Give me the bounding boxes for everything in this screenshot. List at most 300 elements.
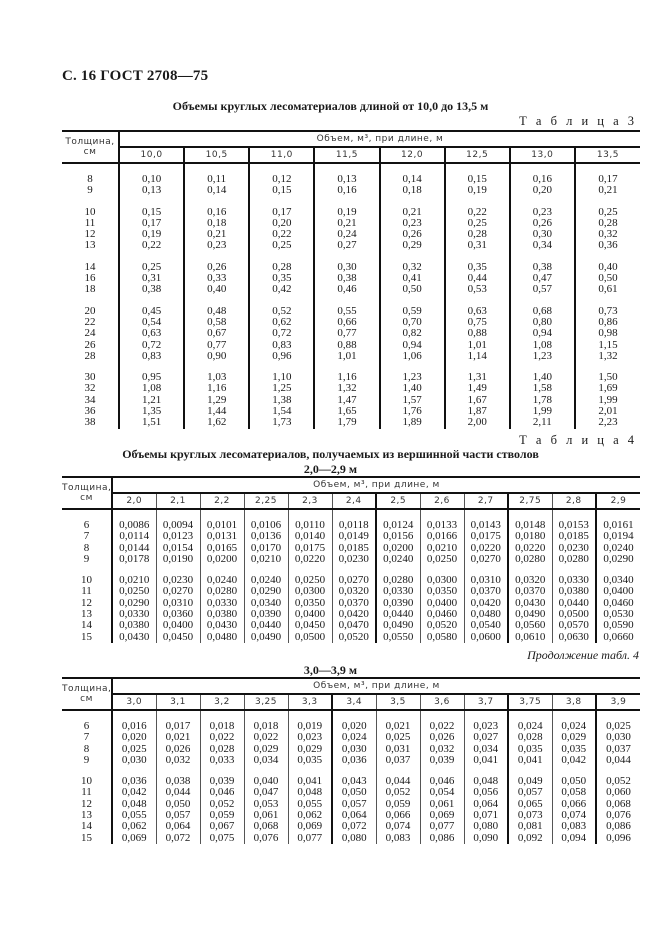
volume-cell: 0,90 <box>184 351 249 362</box>
volume-cell: 0,95 <box>119 372 184 383</box>
thickness-cell: 8 <box>87 173 93 185</box>
volume-cell: 0,15 <box>119 207 184 218</box>
thickness-header-label: Толщина, <box>62 483 112 493</box>
volume-cell: 0,18 <box>380 185 445 196</box>
volume-cell: 1,62 <box>184 417 249 428</box>
volume-cell: 0,31 <box>119 273 184 284</box>
volume-cell: 1,10 <box>249 372 314 383</box>
volume-cell: 1,67 <box>445 395 510 406</box>
volume-cell: 0,0400 <box>596 586 640 597</box>
table3-title: Объемы круглых лесоматериалов длиной от 10,0 до 13,5 м <box>172 99 489 113</box>
length-header: 10,5 <box>184 147 249 163</box>
volume-cell: 0,0430 <box>200 620 244 631</box>
volume-cell: 0,75 <box>445 317 510 328</box>
thickness-cell: 24 <box>84 327 96 340</box>
volume-cell: 0,13 <box>314 174 379 185</box>
volume-cell: 0,40 <box>184 284 249 295</box>
length-header: 2,9 <box>596 493 640 509</box>
volume-cell: 0,052 <box>376 787 420 798</box>
length-header: 2,7 <box>464 493 508 509</box>
volume-cell: 0,052 <box>596 776 640 787</box>
length-header: 2,0 <box>112 493 156 509</box>
volume-cell: 0,21 <box>184 229 249 240</box>
volume-cell: 0,0600 <box>464 632 508 643</box>
length-header: 12,0 <box>380 147 445 163</box>
volume-cell: 0,061 <box>420 799 464 810</box>
volume-cell: 2,23 <box>575 417 640 428</box>
volume-cell: 0,049 <box>508 776 552 787</box>
volume-cell: 0,0310 <box>156 598 200 609</box>
volume-cell: 0,048 <box>112 799 156 810</box>
volume-cell: 1,03 <box>184 372 249 383</box>
volume-cell: 0,030 <box>332 744 376 755</box>
volume-cell: 0,26 <box>510 218 575 229</box>
volume-cell: 0,0110 <box>288 520 332 531</box>
volume-cell: 0,15 <box>445 174 510 185</box>
length-header: 3,9 <box>596 694 640 710</box>
volume-cell: 0,16 <box>314 185 379 196</box>
volume-cell: 0,0166 <box>420 531 464 542</box>
volume-cell: 0,065 <box>508 799 552 810</box>
volume-cell: 0,38 <box>119 284 184 295</box>
volume-cell: 0,0240 <box>244 575 288 586</box>
volume-cell: 0,0210 <box>420 543 464 554</box>
volume-cell: 0,0290 <box>112 598 156 609</box>
volume-cell: 0,14 <box>184 185 249 196</box>
volume-cell: 0,0280 <box>376 575 420 586</box>
volume-cell: 0,0560 <box>508 620 552 631</box>
volume-cell: 1,47 <box>314 395 379 406</box>
thickness-cell: 12 <box>84 228 96 241</box>
volume-cell: 1,35 <box>119 406 184 417</box>
volume-cell: 0,0540 <box>464 620 508 631</box>
volume-cell: 2,01 <box>575 406 640 417</box>
volume-cell: 0,77 <box>314 328 379 339</box>
volume-cell: 0,050 <box>332 787 376 798</box>
table-row <box>62 632 640 643</box>
volume-cell: 0,45 <box>119 306 184 317</box>
volume-cell: 0,0156 <box>376 531 420 542</box>
length-header: 3,1 <box>156 694 200 710</box>
volume-cell: 0,0490 <box>244 632 288 643</box>
volume-cell: 0,25 <box>249 240 314 251</box>
volume-cell: 0,22 <box>119 240 184 251</box>
volume-cell: 0,0300 <box>420 575 464 586</box>
volume-cell: 0,17 <box>249 207 314 218</box>
volume-cell: 0,54 <box>119 317 184 328</box>
volume-cell: 0,0370 <box>508 586 552 597</box>
volume-cell: 0,064 <box>464 799 508 810</box>
volume-cell: 0,050 <box>552 776 596 787</box>
volume-cell: 0,0420 <box>464 598 508 609</box>
thickness-header <box>62 477 112 509</box>
volume-cell: 1,40 <box>510 372 575 383</box>
volume-cell: 0,0490 <box>508 609 552 620</box>
volume-cell: 0,21 <box>380 207 445 218</box>
volume-cell: 0,28 <box>249 262 314 273</box>
length-header: 2,75 <box>508 493 552 509</box>
volume-cell: 0,35 <box>249 273 314 284</box>
volume-cell: 0,0086 <box>112 520 156 531</box>
volume-cell: 1,32 <box>314 383 379 394</box>
volume-cell: 0,20 <box>249 218 314 229</box>
volume-cell: 0,024 <box>332 732 376 743</box>
volume-cell: 0,38 <box>510 262 575 273</box>
volume-cell: 0,083 <box>552 821 596 832</box>
volume-cell: 0,036 <box>112 776 156 787</box>
volume-cell: 0,0094 <box>156 520 200 531</box>
volume-cell: 1,23 <box>380 372 445 383</box>
volume-cell: 1,40 <box>380 383 445 394</box>
volume-cell: 0,0450 <box>156 632 200 643</box>
length-header: 2,6 <box>420 493 464 509</box>
volume-cell: 1,49 <box>445 383 510 394</box>
table-row <box>62 755 640 766</box>
volume-cell: 0,029 <box>288 744 332 755</box>
volume-cell: 0,0240 <box>200 575 244 586</box>
volume-cell: 0,036 <box>332 755 376 766</box>
volume-cell: 0,0106 <box>244 520 288 531</box>
table4 <box>62 476 640 643</box>
volume-cell: 0,0175 <box>464 531 508 542</box>
volume-cell: 0,066 <box>376 810 420 821</box>
volume-cell: 0,21 <box>314 218 379 229</box>
volume-cell: 0,20 <box>510 185 575 196</box>
volume-cell: 0,086 <box>596 821 640 832</box>
volume-cell: 0,023 <box>288 732 332 743</box>
volume-cell: 0,25 <box>119 262 184 273</box>
volume-cell: 0,0350 <box>288 598 332 609</box>
volume-cell: 0,028 <box>200 744 244 755</box>
volume-cell: 0,29 <box>380 240 445 251</box>
volume-cell: 0,046 <box>200 787 244 798</box>
length-header: 13,5 <box>575 147 640 163</box>
volume-cell: 0,62 <box>249 317 314 328</box>
length-header: 3,25 <box>244 694 288 710</box>
volume-cell: 0,32 <box>575 229 640 240</box>
volume-cell: 0,98 <box>575 328 640 339</box>
volume-cell: 0,44 <box>445 273 510 284</box>
thickness-cell: 9 <box>83 753 90 766</box>
volume-cell: 1,51 <box>119 417 184 428</box>
volume-cell: 0,039 <box>200 776 244 787</box>
length-header: 2,25 <box>244 493 288 509</box>
volume-cell: 0,026 <box>156 744 200 755</box>
volume-cell: 0,0200 <box>376 543 420 554</box>
volume-cell: 0,80 <box>510 317 575 328</box>
length-header: 3,8 <box>552 694 596 710</box>
thickness-cell: 20 <box>84 304 96 317</box>
volume-cell: 0,41 <box>380 273 445 284</box>
volume-cell: 1,08 <box>510 340 575 351</box>
volume-cell: 0,59 <box>380 306 445 317</box>
volume-cell: 0,0280 <box>552 554 596 565</box>
table4-body <box>62 509 640 643</box>
volume-cell: 0,056 <box>464 787 508 798</box>
volume-cell: 1,21 <box>119 395 184 406</box>
volume-cell: 0,048 <box>464 776 508 787</box>
thickness-cell: 8 <box>83 541 90 554</box>
volume-cell: 0,0390 <box>244 609 288 620</box>
length-header: 2,5 <box>376 493 420 509</box>
volume-cell: 1,16 <box>314 372 379 383</box>
table-row <box>62 328 640 339</box>
volume-cell: 2,11 <box>510 417 575 428</box>
volume-cell: 0,074 <box>376 821 420 832</box>
volume-cell: 1,01 <box>314 351 379 362</box>
volume-cell: 0,31 <box>445 240 510 251</box>
volume-cell: 0,0165 <box>200 543 244 554</box>
volume-cell: 0,55 <box>314 306 379 317</box>
volume-cell: 0,25 <box>575 207 640 218</box>
volume-cell: 0,028 <box>508 732 552 743</box>
volume-cell: 0,0430 <box>508 598 552 609</box>
table-row <box>62 417 640 428</box>
volume-cell: 1,65 <box>314 406 379 417</box>
length-header: 10,0 <box>119 147 184 163</box>
volume-cell: 0,018 <box>200 721 244 732</box>
volume-cell: 0,024 <box>552 721 596 732</box>
volume-cell: 0,36 <box>575 240 640 251</box>
volume-cell: 0,021 <box>376 721 420 732</box>
volume-cell: 0,53 <box>445 284 510 295</box>
volume-cell: 0,26 <box>380 229 445 240</box>
volume-cell: 0,071 <box>464 810 508 821</box>
volume-cell: 0,044 <box>596 755 640 766</box>
thickness-cell: 7 <box>83 530 90 543</box>
thickness-header-label: Толщина, <box>65 137 115 147</box>
volume-cell: 0,059 <box>376 799 420 810</box>
volume-cell: 0,40 <box>575 262 640 273</box>
volume-cell: 0,58 <box>184 317 249 328</box>
thickness-cell: 10 <box>81 574 92 587</box>
thickness-cell: 14 <box>81 619 92 632</box>
volume-cell: 0,96 <box>249 351 314 362</box>
volume-cell: 0,075 <box>200 833 244 844</box>
volume-cell: 0,035 <box>288 755 332 766</box>
volume-cell: 1,87 <box>445 406 510 417</box>
volume-cell: 0,058 <box>552 787 596 798</box>
volume-cell: 0,0380 <box>112 620 156 631</box>
volume-cell: 0,17 <box>119 218 184 229</box>
volume-cell: 0,0124 <box>376 520 420 531</box>
thickness-cell: 11 <box>81 786 92 799</box>
volume-cell: 0,57 <box>510 284 575 295</box>
volume-cell: 0,0136 <box>244 531 288 542</box>
table-row <box>62 240 640 251</box>
volume-cell: 1,25 <box>249 383 314 394</box>
length-header-row <box>62 493 640 509</box>
volume-cell: 0,0520 <box>332 632 376 643</box>
volume-cell: 0,0280 <box>200 586 244 597</box>
length-header: 3,6 <box>420 694 464 710</box>
volume-cell: 0,0140 <box>288 531 332 542</box>
thickness-cell: 13 <box>81 809 92 822</box>
thickness-header-label: Толщина, <box>62 684 112 694</box>
volume-cell: 0,22 <box>445 207 510 218</box>
volume-cell: 0,0220 <box>508 543 552 554</box>
volume-cell: 0,029 <box>244 744 288 755</box>
volume-cell: 0,080 <box>332 833 376 844</box>
volume-cell: 0,0330 <box>376 586 420 597</box>
thickness-cell: 26 <box>84 338 96 351</box>
volume-cell: 0,030 <box>112 755 156 766</box>
table3 <box>62 130 640 429</box>
volume-cell: 0,48 <box>184 306 249 317</box>
volume-cell: 0,021 <box>156 732 200 743</box>
volume-cell: 0,0400 <box>288 609 332 620</box>
thickness-cell: 14 <box>84 260 96 273</box>
volume-cell: 0,63 <box>119 328 184 339</box>
volume-cell: 1,15 <box>575 340 640 351</box>
volume-cell: 0,054 <box>420 787 464 798</box>
volume-cell: 0,031 <box>376 744 420 755</box>
volume-cell: 0,039 <box>420 755 464 766</box>
volume-cell: 0,052 <box>200 799 244 810</box>
volume-cell: 0,050 <box>156 799 200 810</box>
volume-cell: 0,23 <box>184 240 249 251</box>
volume-cell: 1,50 <box>575 372 640 383</box>
volume-cell: 0,61 <box>575 284 640 295</box>
volume-cell: 0,10 <box>119 174 184 185</box>
volume-cell: 0,032 <box>156 755 200 766</box>
thickness-cell: 22 <box>84 315 96 328</box>
volume-cell: 0,0280 <box>508 554 552 565</box>
volume-cell: 0,26 <box>184 262 249 273</box>
volume-cell: 0,0400 <box>420 598 464 609</box>
volume-cell: 0,032 <box>420 744 464 755</box>
volume-cell: 0,0240 <box>376 554 420 565</box>
volume-cell: 0,057 <box>508 787 552 798</box>
volume-cell: 0,0580 <box>420 632 464 643</box>
volume-cell: 0,66 <box>314 317 379 328</box>
volume-cell: 0,0330 <box>112 609 156 620</box>
table4-label: Т а б л и ц а 4 <box>519 433 637 447</box>
volume-cell: 0,022 <box>420 721 464 732</box>
volume-cell: 0,029 <box>552 732 596 743</box>
thickness-cell: 9 <box>87 184 93 197</box>
volume-cell: 0,28 <box>575 218 640 229</box>
table4-cont-body <box>62 710 640 844</box>
volume-cell: 0,090 <box>464 833 508 844</box>
volume-cell: 0,0430 <box>112 632 156 643</box>
length-header: 2,2 <box>200 493 244 509</box>
volume-cell: 0,0310 <box>464 575 508 586</box>
volume-cell: 0,0185 <box>332 543 376 554</box>
volume-cell: 0,0240 <box>596 543 640 554</box>
volume-cell: 1,08 <box>119 383 184 394</box>
volume-cell: 0,035 <box>508 744 552 755</box>
volume-cell: 0,0500 <box>552 609 596 620</box>
table-row <box>62 284 640 295</box>
volume-cell: 0,0230 <box>332 554 376 565</box>
volume-cell: 0,040 <box>244 776 288 787</box>
volume-cell: 0,0460 <box>420 609 464 620</box>
thickness-header-unit: см <box>80 694 93 704</box>
thickness-header <box>62 131 119 163</box>
volume-cell: 0,0400 <box>156 620 200 631</box>
thickness-cell: 8 <box>83 742 90 755</box>
volume-cell: 0,30 <box>510 229 575 240</box>
volume-cell: 0,0154 <box>156 543 200 554</box>
volume-cell: 0,68 <box>510 306 575 317</box>
volume-cell: 0,041 <box>464 755 508 766</box>
volume-cell: 0,63 <box>445 306 510 317</box>
volume-cell: 0,72 <box>119 340 184 351</box>
volume-cell: 0,0520 <box>420 620 464 631</box>
volume-cell: 1,73 <box>249 417 314 428</box>
volume-cell: 0,016 <box>112 721 156 732</box>
volume-cell: 0,043 <box>332 776 376 787</box>
table-row <box>62 531 640 542</box>
volume-cell: 0,0480 <box>200 632 244 643</box>
thickness-cell: 32 <box>84 382 96 395</box>
volume-cell: 0,0480 <box>464 609 508 620</box>
volume-cell: 0,044 <box>156 787 200 798</box>
volume-cell: 0,094 <box>552 833 596 844</box>
volume-cell: 0,022 <box>200 732 244 743</box>
length-header: 2,3 <box>288 493 332 509</box>
volume-cell: 0,0360 <box>156 609 200 620</box>
volume-cell: 1,58 <box>510 383 575 394</box>
volume-cell: 1,79 <box>314 417 379 428</box>
volume-cell: 0,042 <box>552 755 596 766</box>
volume-cell: 0,047 <box>244 787 288 798</box>
volume-cell: 0,030 <box>596 732 640 743</box>
volume-cell: 1,99 <box>575 395 640 406</box>
volume-cell: 1,54 <box>249 406 314 417</box>
volume-cell: 0,092 <box>508 833 552 844</box>
volume-cell: 0,0550 <box>376 632 420 643</box>
thickness-cell: 10 <box>84 205 96 218</box>
volume-cell: 0,19 <box>119 229 184 240</box>
volume-cell: 0,0175 <box>288 543 332 554</box>
volume-cell: 0,025 <box>376 732 420 743</box>
volume-cell: 0,0143 <box>464 520 508 531</box>
length-header: 3,2 <box>200 694 244 710</box>
table-row <box>62 833 640 844</box>
volume-cell: 0,060 <box>596 787 640 798</box>
thickness-cell: 13 <box>84 239 96 252</box>
volume-cell: 0,020 <box>112 732 156 743</box>
volume-cell: 1,69 <box>575 383 640 394</box>
volume-cell: 0,024 <box>508 721 552 732</box>
volume-cell: 0,046 <box>420 776 464 787</box>
volume-cell: 0,50 <box>575 273 640 284</box>
volume-cell: 0,0460 <box>596 598 640 609</box>
volume-cell: 0,0660 <box>596 632 640 643</box>
length-header: 2,4 <box>332 493 376 509</box>
thickness-cell: 10 <box>81 775 92 788</box>
volume-cell: 0,46 <box>314 284 379 295</box>
length-header: 2,1 <box>156 493 200 509</box>
volume-cell: 0,076 <box>244 833 288 844</box>
volume-cell: 0,034 <box>464 744 508 755</box>
volume-cell: 0,055 <box>288 799 332 810</box>
volume-cell: 0,88 <box>314 340 379 351</box>
volume-cell: 0,027 <box>464 732 508 743</box>
volume-cell: 0,88 <box>445 328 510 339</box>
volume-cell: 0,0450 <box>288 620 332 631</box>
thickness-cell: 38 <box>84 416 96 429</box>
volume-cell: 0,34 <box>510 240 575 251</box>
volume-cell: 1,78 <box>510 395 575 406</box>
volume-cell: 0,94 <box>380 340 445 351</box>
volume-cell: 0,33 <box>184 273 249 284</box>
volume-cell: 0,0630 <box>552 632 596 643</box>
volume-cell: 0,0131 <box>200 531 244 542</box>
length-header: 11,0 <box>249 147 314 163</box>
